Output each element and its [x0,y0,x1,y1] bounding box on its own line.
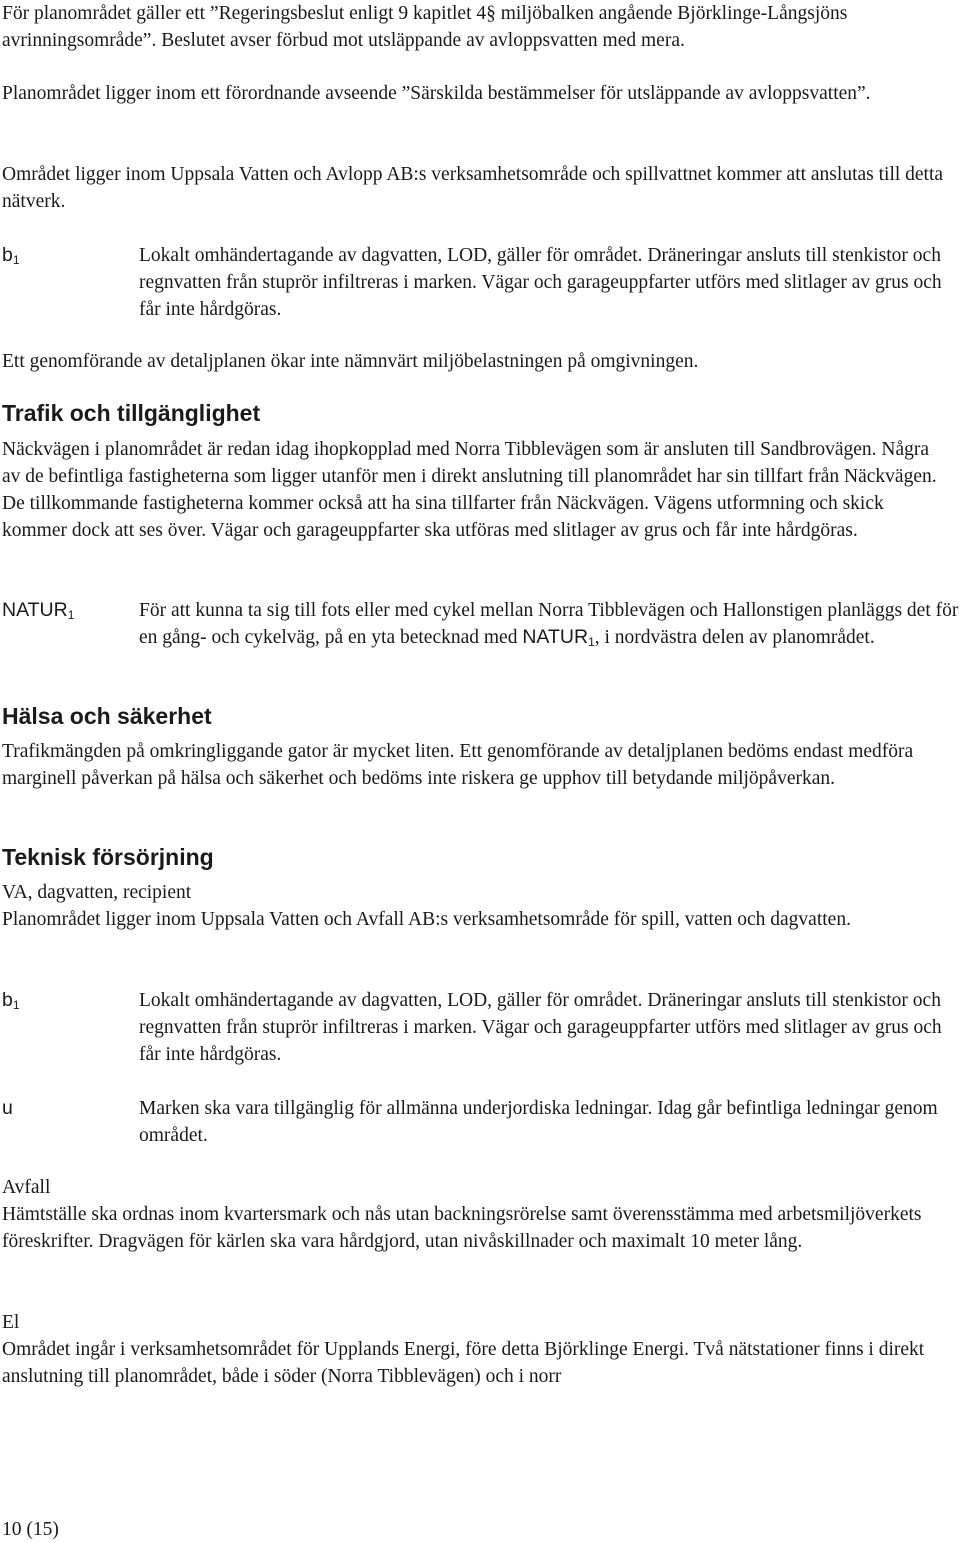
subheading-el: El [2,1312,20,1333]
rule-key-subscript: 1 [12,998,20,1012]
rule-text-part: För att kunna ta sig till fots eller med cykel mellan Norra Tibblevägen och Hallonstigen planläggs det för en gång- och cykelväg, på en yta betecknad med [139,600,959,648]
rule-text-b1: Lokalt omhändertagande av dagvatten, LOD, gäller för området. Dräneringar ansluts till stenkistor och regnvatten från stuprör infiltreras i marken. Vägar och garageuppfarter utförs med slitlager av grus och får inte hårdgöras. [139,245,942,320]
heading-teknisk: Teknisk försörjning [2,844,214,870]
page-number: 10 (15) [2,1519,59,1540]
paragraph-regeringsbeslut: För planområdet gäller ett ”Regeringsbeslut enligt 9 kapitlet 4§ miljöbalken angående Björklinge-Långsjöns avrinningsområde”. Beslutet avser förbud mot utsläppande av avloppsvatten med mera. [2,3,848,51]
rule-text-part: , i nordvästra delen av planområdet. [594,627,875,648]
paragraph-va: Planområdet ligger inom Uppsala Vatten och Avfall AB:s verksamhetsområde för spill, vatten och dagvatten. [2,909,851,930]
paragraph-avfall: Hämtställe ska ordnas inom kvartersmark och nås utan backningsrörelse samt överensstämma med arbetsmiljöverkets föreskrifter. Dragvägen för kärlen ska vara hårdgjord, utan nivåskillnader och maximalt 10 meter lång. [2,1204,922,1252]
rule-key-b1 [2,987,20,1014]
paragraph-halsa: Trafikmängden på omkringliggande gator är mycket liten. Ett genomförande av detaljplanen bedöms endast medföra marginell påverkan på hälsa och säkerhet och bedöms inte riskera ge upphov till betydande miljöpåverkan. [2,741,914,789]
rule-key-b1 [2,242,20,269]
rule-key-letter: NATUR [2,599,68,621]
paragraph-verksamhetsomrade: Området ligger inom Uppsala Vatten och Avlopp AB:s verksamhetsområde och spillvattnet kommer att anslutas till detta nätverk. [2,164,944,212]
rule-key-u: u [2,1097,13,1119]
inline-key-subscript: 1 [588,635,595,649]
heading-halsa: Hälsa och säkerhet [2,703,212,729]
heading-trafik: Trafik och tillgänglighet [2,400,261,426]
rule-key-subscript: 1 [12,253,20,267]
paragraph-forordnande: Planområdet ligger inom ett förordnande avseende ”Särskilda bestämmelser för utsläppande av avloppsvatten”. [2,83,871,104]
rule-text-natur1 [139,597,960,651]
rule-key-natur1 [2,597,74,624]
inline-natur-key [522,626,594,648]
rule-key-subscript: 1 [67,608,75,622]
rule-key-letter: b [2,244,13,266]
paragraph-miljobelastning: Ett genomförande av detaljplanen ökar inte nämnvärt miljöbelastningen på omgivningen. [2,351,699,372]
paragraph-trafik: Näckvägen i planområdet är redan idag ihopkopplad med Norra Tibblevägen som är ansluten till Sandbrovägen. Några av de befintliga fastigheterna som ligger utanför men i direkt anslutning till planområdet har sin tillfart från Näckvägen. De tillkommande fastigheterna kommer också att ha sina tillfarter från Näckvägen. Vägens utformning och skick kommer dock att ses över. Vägar och garageuppfarter ska utföras med slitlager av grus och får inte hårdgöras. [2,439,937,541]
rule-key-letter: b [2,989,13,1011]
rule-text-b1: Lokalt omhändertagande av dagvatten, LOD, gäller för området. Dräneringar ansluts till stenkistor och regnvatten från stuprör infiltreras i marken. Vägar och garageuppfarter utförs med slitlager av grus och får inte hårdgöras. [139,990,942,1065]
inline-key-letters: NATUR [522,626,589,648]
rule-text-u: Marken ska vara tillgänglig för allmänna underjordiska ledningar. Idag går befintliga ledningar genom området. [139,1098,938,1146]
paragraph-el: Området ingår i verksamhetsområdet för Upplands Energi, före detta Björklinge Energi. Två nätstationer finns i direkt anslutning till planområdet, både i söder (Norra Tibblevägen) och i norr [2,1339,925,1387]
subheading-va: VA, dagvatten, recipient [2,882,192,903]
subheading-avfall: Avfall [2,1177,51,1198]
